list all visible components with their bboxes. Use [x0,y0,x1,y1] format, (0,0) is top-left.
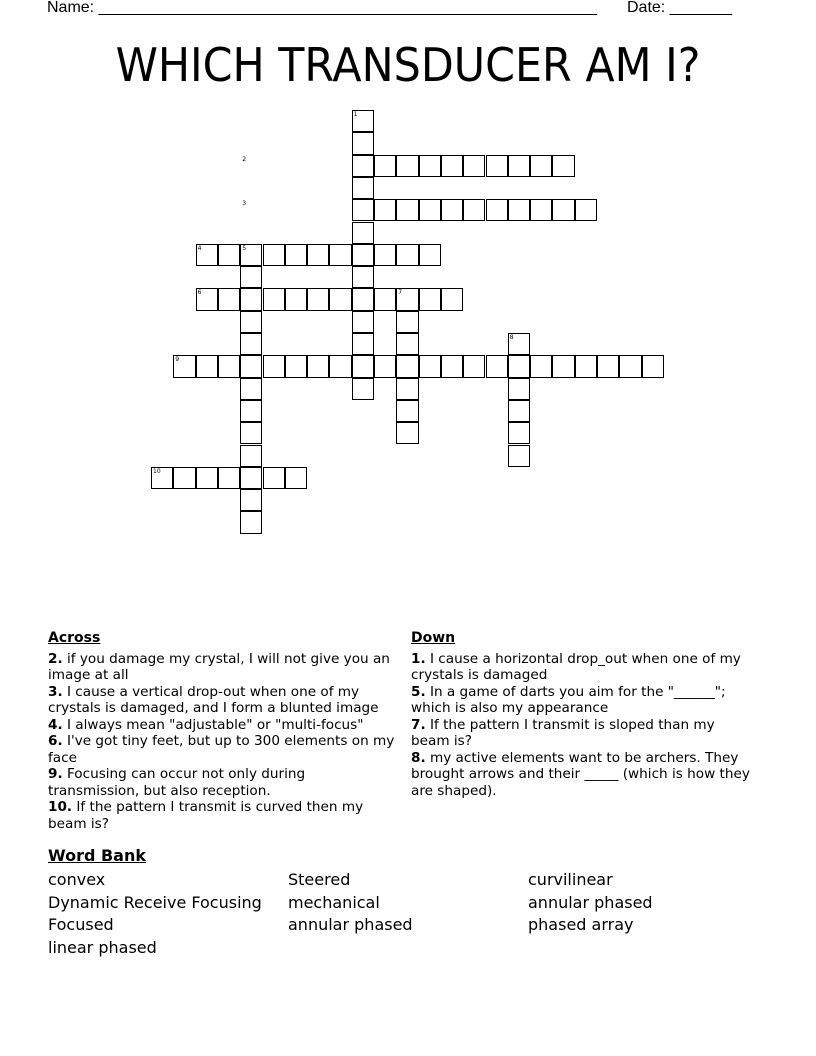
grid-cell[interactable] [240,311,262,333]
grid-cell[interactable] [218,467,240,489]
grid-cell[interactable] [196,467,218,489]
grid-cell[interactable] [530,155,552,177]
grid-cell[interactable] [307,288,329,310]
grid-cell[interactable] [508,155,530,177]
word-bank-item: curvilinear [528,870,613,889]
grid-cell[interactable] [374,244,396,266]
grid-cell[interactable] [196,355,218,377]
grid-cell[interactable] [441,199,463,221]
grid-cell[interactable] [307,355,329,377]
across-heading: Across [48,630,101,646]
grid-cell[interactable] [463,199,485,221]
clue-down-7: 7. If the pattern I transmit is sloped than my beam is? [411,716,715,749]
word-bank-item: Dynamic Receive Focusing [48,892,262,912]
word-bank-item: annular phased [288,915,413,934]
grid-cell[interactable] [463,355,485,377]
word-bank-list [48,869,768,959]
grid-cell[interactable] [352,244,374,266]
name-field[interactable]: Name: ________________________________________________________ [47,0,597,16]
grid-cell[interactable] [240,400,262,422]
grid-cell[interactable] [263,288,285,310]
grid-cell[interactable] [419,199,441,221]
grid-cell[interactable] [263,355,285,377]
grid-cell[interactable] [285,288,307,310]
grid-cell[interactable] [486,155,508,177]
clue-number: 1 [353,111,358,118]
grid-cell[interactable] [374,155,396,177]
grid-cell[interactable] [530,199,552,221]
grid-cell[interactable] [396,155,418,177]
grid-cell[interactable] [508,199,530,221]
grid-cell[interactable] [396,199,418,221]
grid-cell[interactable] [508,422,530,444]
grid-cell[interactable] [285,355,307,377]
clue-number: 8 [509,334,514,341]
grid-cell[interactable] [352,222,374,244]
grid-cell[interactable] [530,355,552,377]
grid-cell[interactable] [396,355,418,377]
grid-cell[interactable] [352,266,374,288]
clue-across-9: 9. Focusing can occur not only during transmission, but also reception. [48,766,306,799]
grid-cell[interactable] [240,333,262,355]
clue-number: 7 [398,289,403,297]
clue-across-2: 2. if you damage my crystal, I will not give you an image at all [48,650,390,683]
clue-down-8: 8. my active elements want to be archers. They brought arrows and their _____ (which is how they are shaped). [411,749,750,799]
grid-cell[interactable] [240,467,262,489]
grid-cell[interactable] [396,333,418,355]
grid-cell[interactable] [285,244,307,266]
word-bank-heading: Word Bank [48,846,147,865]
grid-cell[interactable] [419,155,441,177]
down-heading: Down [411,630,456,646]
word-bank-item: Steered [288,870,351,889]
grid-cell[interactable] [396,422,418,444]
grid-cell[interactable] [486,199,508,221]
word-bank-item: annular phased [528,892,653,912]
grid-cell[interactable] [352,132,374,154]
grid-cell[interactable] [396,400,418,422]
grid-cell[interactable] [240,288,262,310]
grid-cell[interactable] [419,288,441,310]
grid-cell[interactable] [552,355,574,377]
grid-cell[interactable] [329,288,351,310]
word-bank-item: phased array [528,915,634,934]
grid-cell[interactable] [463,155,485,177]
grid-cell[interactable] [441,288,463,310]
clue-number: 9 [175,356,180,364]
clue-number: 6 [197,289,202,297]
grid-cell[interactable] [486,355,508,377]
grid-cell[interactable] [508,355,530,377]
grid-cell[interactable] [329,355,351,377]
grid-cell[interactable] [352,378,374,400]
grid-cell[interactable] [441,355,463,377]
grid-cell[interactable] [218,355,240,377]
grid-cell[interactable] [240,511,262,533]
grid-cell[interactable] [307,244,329,266]
grid-cell[interactable] [552,199,574,221]
grid-cell[interactable] [173,467,195,489]
grid-cell[interactable] [396,378,418,400]
grid-cell[interactable] [396,244,418,266]
grid-cell[interactable] [374,199,396,221]
grid-cell[interactable] [597,355,619,377]
grid-cell[interactable] [240,266,262,288]
page-title: WHICH TRANSDUCER AM I? [115,38,701,92]
grid-cell[interactable] [352,333,374,355]
grid-cell[interactable] [396,311,418,333]
clue-number: 5 [242,244,247,252]
word-bank-item: linear phased [48,937,157,957]
grid-cell[interactable] [419,244,441,266]
grid-cell[interactable] [575,199,597,221]
clue-down-5: 5. In a game of darts you aim for the "______"; which is also my appearance [411,683,726,716]
word-bank-item: Focused [48,915,114,934]
grid-cell[interactable] [508,378,530,400]
clue-number: 3 [242,200,247,208]
grid-cell[interactable] [285,467,307,489]
grid-cell[interactable] [263,244,285,266]
grid-cell[interactable] [240,445,262,467]
grid-cell[interactable] [352,355,374,377]
grid-cell[interactable] [508,400,530,422]
word-bank [48,846,768,959]
grid-cell[interactable] [575,355,597,377]
clue-number: 10 [153,467,161,475]
grid-cell[interactable] [352,288,374,310]
grid-cell[interactable] [352,177,374,199]
grid-cell[interactable] [352,199,374,221]
grid-cell[interactable] [374,288,396,310]
clue-number: 4 [197,244,202,252]
grid-cell[interactable] [619,355,641,377]
grid-cell[interactable] [352,155,374,177]
grid-cell[interactable] [240,378,262,400]
down-clues [411,630,756,799]
grid-cell[interactable] [441,155,463,177]
grid-cell[interactable] [419,355,441,377]
word-bank-item: convex [48,870,106,889]
grid-cell[interactable] [352,311,374,333]
clue-across-3: 3. I cause a vertical drop-out when one of my crystals is damaged, and I form a blunted image [48,683,379,716]
grid-cell[interactable] [374,355,396,377]
clue-number: 2 [242,155,247,163]
grid-cell[interactable] [240,422,262,444]
across-clues [48,630,400,832]
grid-cell[interactable] [218,244,240,266]
grid-cell[interactable] [552,155,574,177]
grid-cell[interactable] [240,489,262,511]
date-field[interactable]: Date: _______ [627,0,732,16]
word-bank-item: mechanical [288,892,380,912]
clue-across-10: 10. If the pattern I transmit is curved then my beam is? [48,799,364,832]
grid-cell[interactable] [218,288,240,310]
clue-down-1: 1. I cause a horizontal drop_out when one of my crystals is damaged [411,650,741,683]
clue-across-6: 6. I've got tiny feet, but up to 300 elements on my face [48,733,395,766]
grid-cell[interactable] [508,445,530,467]
grid-cell[interactable] [263,467,285,489]
grid-cell[interactable] [642,355,664,377]
clue-across-4: 4. I always mean "adjustable" or "multi-focus" [48,716,364,733]
grid-cell[interactable] [240,355,262,377]
grid-cell[interactable] [329,244,351,266]
